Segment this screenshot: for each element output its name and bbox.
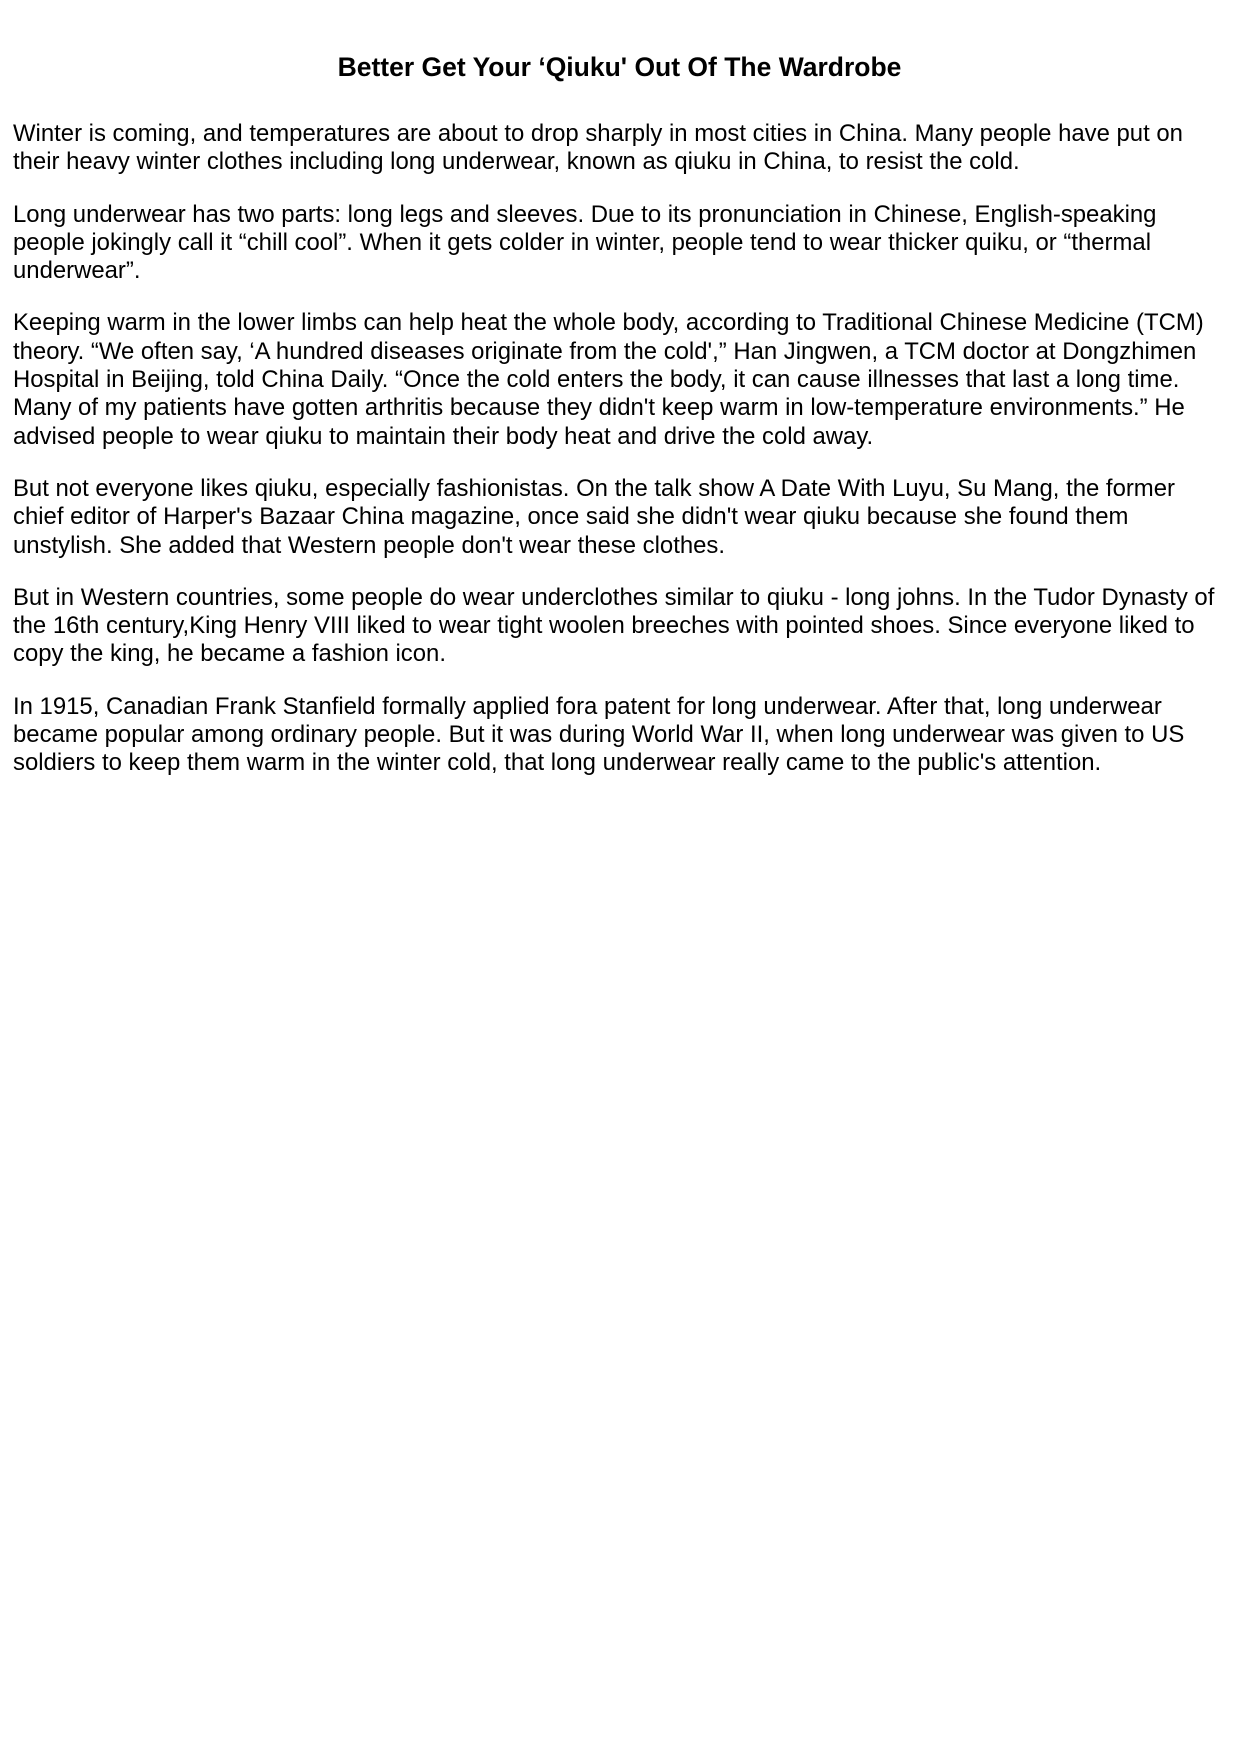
paragraph-intro: Winter is coming, and temperatures are about to drop sharply in most cities in China. Many people have put on their heavy winter clothes including long underwear, known as qiuku in China, to resist the cold.: [13, 120, 1183, 176]
paragraph-western: But in Western countries, some people do wear underclothes similar to qiuku - long johns. In the Tudor Dynasty of the 16th century,King Henry VIII liked to wear tight woolen breeches with pointed shoes. Since everyone liked to copy the king, he became a fashion icon.: [13, 583, 1215, 668]
paragraph-fashion: But not everyone likes qiuku, especially fashionistas. On the talk show A Date With Luyu, Su Mang, the former chief editor of Harper's Bazaar China magazine, once said she didn't wear qiuku because she found them unstylish. She added that Western people don't wear these clothes.: [13, 474, 1175, 559]
document-title: Better Get Your ‘Qiuku' Out Of The Wardrobe: [337, 52, 902, 82]
paragraph-two-parts: Long underwear has two parts: long legs and sleeves. Due to its pronunciation in Chinese, English-speaking people jokingly call it “chill cool”. When it gets colder in winter, people tend to wear thicker quiku, or “thermal underwear”.: [13, 200, 1157, 285]
paragraph-tcm: Keeping warm in the lower limbs can help heat the whole body, according to Traditional Chinese Medicine (TCM) theory. “We often say, ‘A hundred diseases originate from the cold',” Han Jingwen, a TCM doctor at Dongzhimen Hospital in Beijing, told China Daily. “Once the cold enters the body, it can cause illnesses that last a long time. Many of my patients have gotten arthritis because they didn't keep warm in low-temperature environments.” He advised people to wear qiuku to maintain their body heat and drive the cold away.: [13, 309, 1204, 450]
paragraph-history: In 1915, Canadian Frank Stanfield formally applied fora patent for long underwear. After that, long underwear became popular among ordinary people. But it was during World War II, when long underwear was given to US soldiers to keep them warm in the winter cold, that long underwear really came to the public's attention.: [13, 692, 1185, 777]
